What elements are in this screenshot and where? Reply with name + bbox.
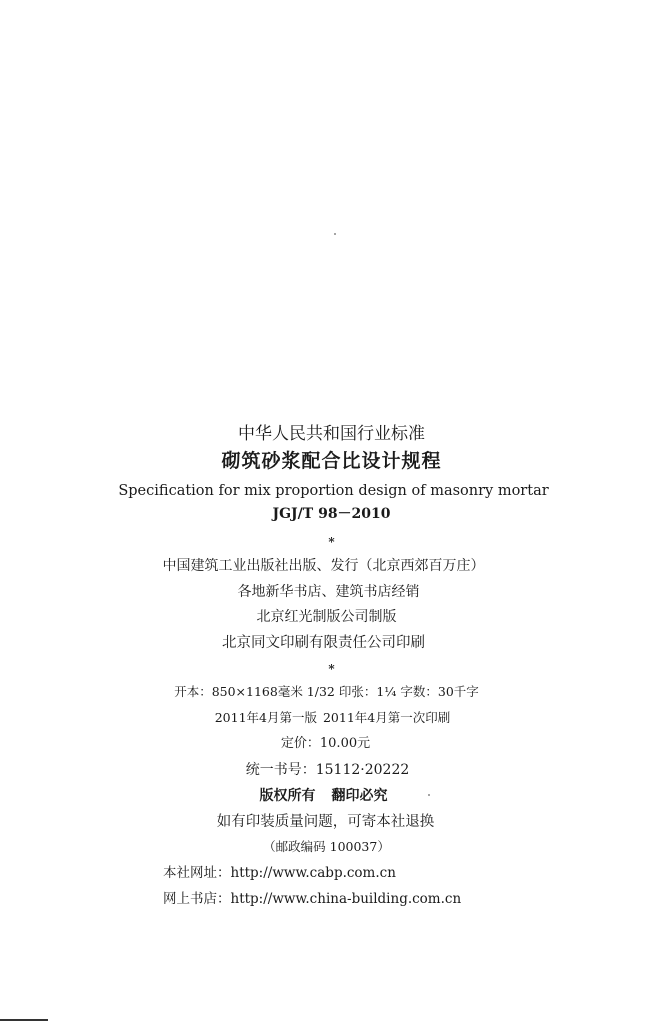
separator-asterisk: * (328, 662, 335, 676)
standard-series: 中华人民共和国行业标准 (238, 424, 425, 444)
rights-reserved: 版权所有 (259, 788, 316, 804)
scan-speck (334, 233, 336, 235)
book-title-cn: 砌筑砂浆配合比设计规程 (221, 450, 442, 472)
scan-speck (428, 794, 430, 796)
format-spec-line: 开本：850×1168毫米 1/32 印张：1¼ 字数：30千字 (174, 684, 479, 699)
scan-edge-mark (0, 1019, 48, 1021)
standard-code: JGJ/T 98－2010 (272, 506, 391, 522)
return-notice: 如有印装质量问题，可寄本社退换 (216, 814, 435, 830)
separator-asterisk: * (328, 535, 335, 549)
publisher-website-link[interactable]: 本社网址：http://www.cabp.com.cn (163, 865, 396, 881)
book-title-en: Specification for mix proportion design of masonry mortar (118, 483, 549, 499)
publisher-line: 中国建筑工业出版社出版、发行（北京西郊百万庄） (162, 558, 485, 574)
edition-line: 2011年4月第一版 2011年4月第一次印刷 (214, 710, 451, 725)
book-number-line: 统一书号：15112·20222 (245, 762, 410, 778)
copyright-line (0, 789, 655, 803)
price-line: 定价：10.00元 (280, 736, 371, 751)
distributor-line: 各地新华书店、建筑书店经销 (237, 584, 420, 600)
printer-line: 北京同文印刷有限责任公司印刷 (222, 635, 425, 651)
postcode-line: （邮政编码 100037） (263, 839, 390, 854)
typesetter-line: 北京红光制版公司制版 (256, 609, 397, 625)
no-reprint: 翻印必究 (331, 788, 388, 804)
online-bookstore-link[interactable]: 网上书店：http://www.china-building.com.cn (163, 891, 462, 907)
